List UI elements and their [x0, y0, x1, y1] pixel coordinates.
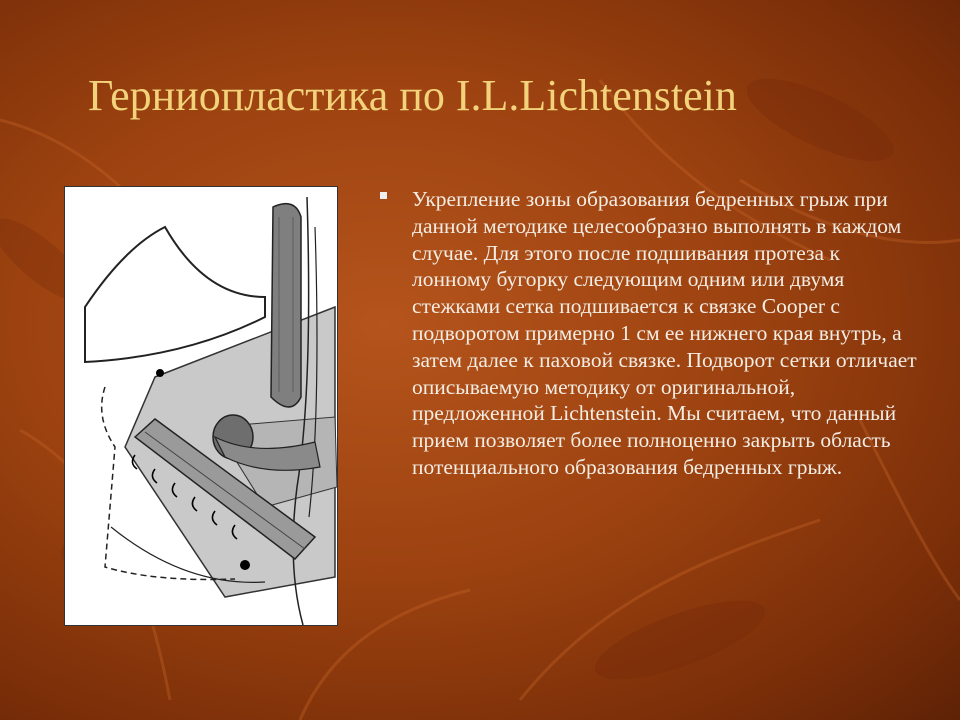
bullet-list	[380, 186, 920, 481]
surgical-diagram-figure	[64, 186, 338, 626]
surgical-diagram-icon	[65, 187, 337, 625]
bullet-icon	[380, 192, 387, 199]
bullet-paragraph: Укрепление зоны образования бедренных грыж при данной методике целесообразно выполнять в каждом случае. Для этого после подшивания протеза к лонному бугорку следующим одним или двумя стежками сетка подшивается к связке Cooper с подворотом примерно 1 см ее нижнего края внутрь, а затем далее к паховой связке. Подворот сетки отличает описываемую методику от оригинальной, предложенной Lichtenstein. Мы считаем, что данный прием позволяет более полноценно закрыть область потенциального образования бедренных грыж.	[412, 187, 917, 479]
slide-title: Герниопластика по I.L.Lichtenstein	[88, 71, 737, 120]
